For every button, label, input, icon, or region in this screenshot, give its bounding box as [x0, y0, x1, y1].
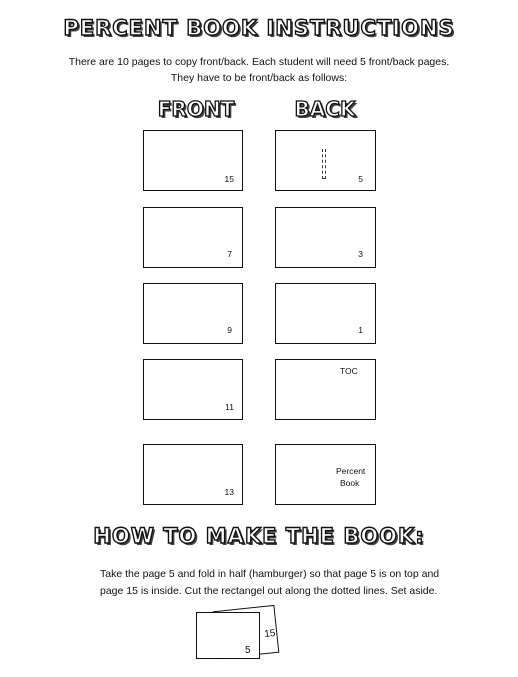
front-page-5 — [143, 444, 243, 505]
intro-line-2: They have to be front/back as follows: — [170, 72, 348, 84]
page-number: TOC — [340, 366, 358, 376]
page-number: 5 — [245, 645, 251, 656]
front-column-heading: FRONT — [157, 97, 235, 121]
page-number: 11 — [225, 402, 234, 412]
back-page-5 — [275, 444, 376, 505]
page-number: 7 — [227, 249, 232, 259]
page-title: PERCENT BOOK INSTRUCTIONS — [63, 16, 455, 40]
page-number: 15 — [263, 627, 277, 641]
intro-line-1: There are 10 pages to copy front/back. Each student will need 5 front/back pages. — [68, 56, 450, 68]
page-number: 15 — [224, 174, 234, 184]
front-page-2 — [143, 207, 243, 268]
back-page-1 — [275, 130, 376, 191]
dotted-cut-line — [322, 149, 326, 179]
front-page-3 — [143, 283, 243, 344]
back-column-heading: BACK — [294, 97, 356, 121]
page-number: 3 — [358, 249, 363, 259]
page-label-line-1: Percent — [336, 466, 366, 476]
step-1-line-2: page 15 is inside. Cut the rectangel out along the dotted lines. Set aside. — [100, 585, 438, 597]
back-page-3 — [275, 283, 376, 344]
front-page-1 — [143, 130, 243, 191]
back-page-2 — [275, 207, 376, 268]
front-page-4 — [143, 359, 243, 420]
section-heading: HOW TO MAKE THE BOOK: — [93, 524, 425, 548]
step-1-line-1: Take the page 5 and fold in half (hamburger) so that page 5 is on top and — [100, 568, 440, 580]
page-number: 9 — [227, 325, 232, 335]
back-page-4 — [275, 359, 376, 420]
folded-front-page — [196, 612, 260, 659]
page-label-line-2: Book — [340, 478, 360, 488]
page-number: 13 — [224, 487, 234, 497]
page-number: 5 — [358, 174, 363, 184]
page-number: 1 — [358, 325, 363, 335]
step-1-text — [100, 566, 470, 600]
